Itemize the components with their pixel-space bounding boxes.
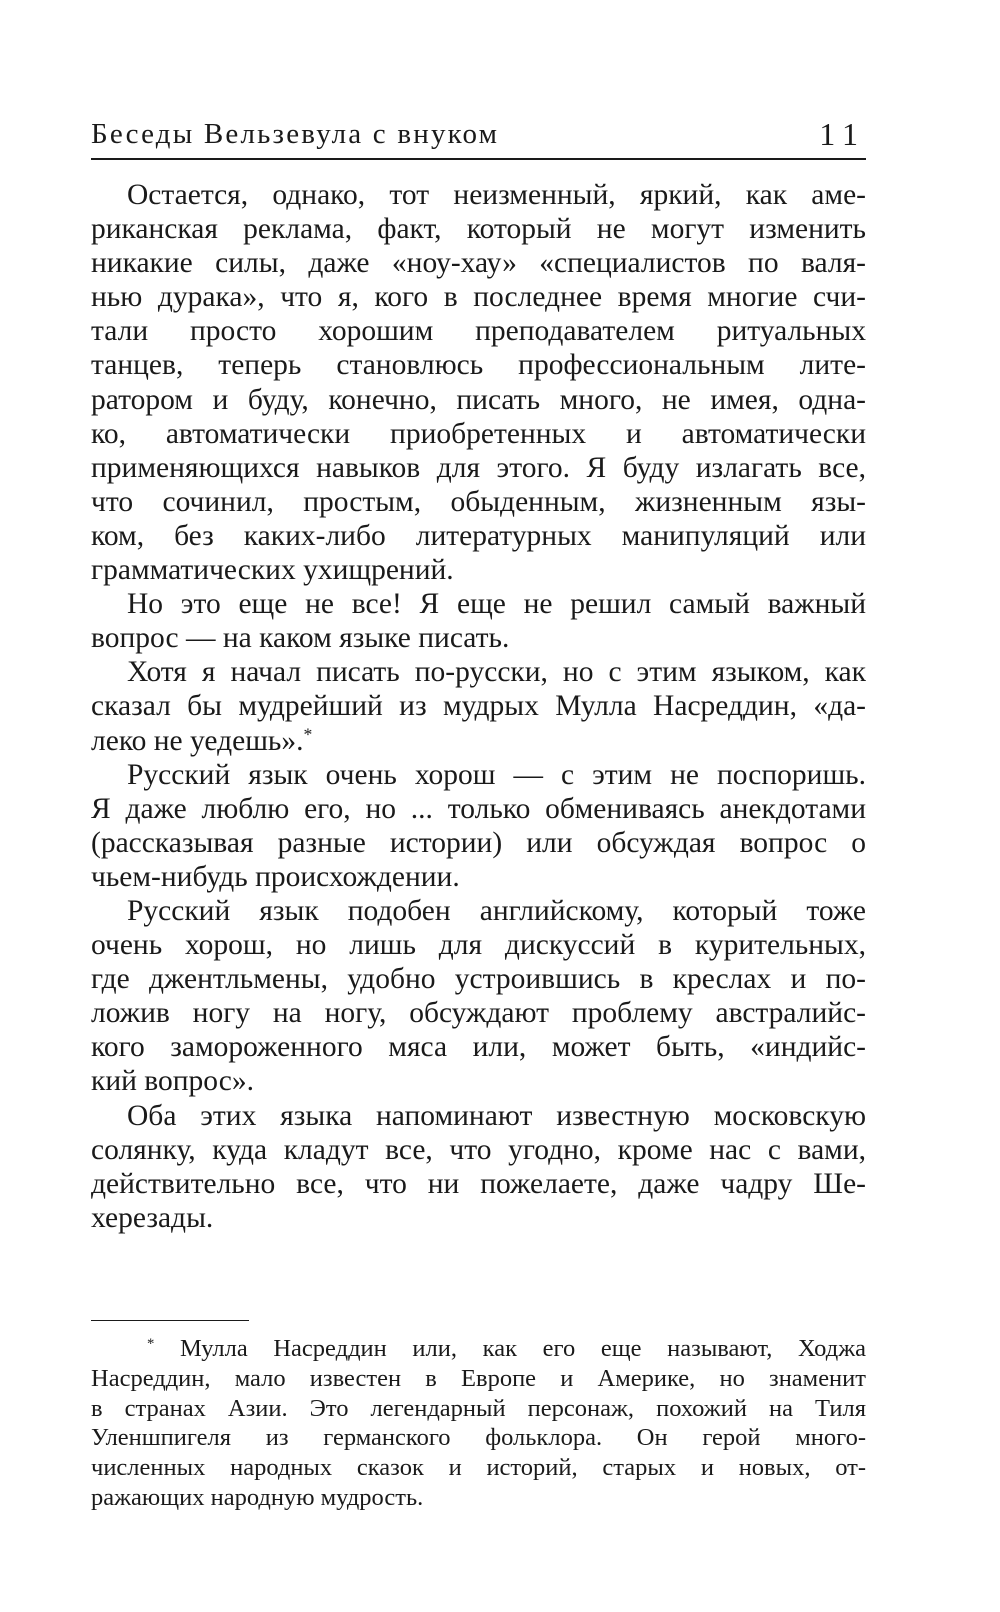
text-line: Оба этих языка напоминают известную московскую	[127, 1099, 866, 1132]
text-line: ко, автоматически приобретенных и автоматически	[91, 417, 866, 450]
footnote-line	[91, 1334, 866, 1364]
text-line: танцев, теперь становлюсь профессиональным лите-	[91, 349, 866, 382]
footnote-line: численных народных сказок и историй, старых и новых, от-	[91, 1454, 866, 1482]
text-line: Хотя я начал писать по-русски, но с этим языком, как	[127, 656, 866, 689]
text-line: солянку, куда кладут все, что угодно, кроме нас с вами,	[91, 1133, 866, 1166]
text-line: кого замороженного мяса или, может быть, «индийс-	[91, 1031, 866, 1064]
text-line: (рассказывая разные истории) или обсуждая вопрос о	[91, 826, 866, 859]
text-line: ком, без каких-либо литературных манипуляций или	[91, 519, 866, 552]
footnote	[91, 1334, 866, 1513]
text-line: чьем-нибудь происхождении.	[91, 860, 460, 893]
footnote-line-content: Мулла Насреддин или, как его еще называют, Ходжа	[180, 1335, 866, 1362]
body-text	[91, 178, 866, 1235]
text-line: что сочинил, простым, обыденным, жизненным язы-	[91, 485, 866, 518]
text-line: тали просто хорошим преподавателем ритуальных	[91, 315, 866, 348]
text-line: ложив ногу на ногу, обсуждают проблему австралийс-	[91, 997, 866, 1030]
text-line: нью дурака», что я, кого в последнее время многие счи-	[91, 281, 866, 314]
footnote-line: Уленшпигеля из германского фольклора. Он герой много-	[91, 1424, 866, 1452]
page-number: 11	[819, 116, 866, 152]
text-line: ратором и буду, конечно, писать много, не имея, одна-	[91, 383, 866, 416]
text-line-content: леко не уедешь».	[91, 724, 304, 757]
text-line: применяющихся навыков для этого. Я буду излагать все,	[91, 451, 866, 484]
text-line: Я даже люблю его, но ... только обмениваясь анекдотами	[91, 792, 866, 825]
text-line: риканская реклама, факт, который не могут изменить	[91, 213, 866, 246]
text-line: Русский язык очень хорош — с этим не поспоришь.	[127, 758, 866, 791]
footnote-reference[interactable]: *	[303, 723, 313, 744]
text-line: херезады.	[91, 1201, 214, 1234]
running-head	[91, 116, 866, 160]
text-line: кий вопрос».	[91, 1065, 254, 1098]
text-line: где джентльмены, удобно устроившись в креслах и по-	[91, 963, 866, 996]
text-line: очень хорош, но лишь для дискуссий в курительных,	[91, 929, 866, 962]
text-line: никакие силы, даже «ноу-хау» «специалистов по валя-	[91, 247, 866, 280]
text-line: вопрос — на каком языке писать.	[91, 622, 510, 655]
running-title: Беседы Вельзевула с внуком	[91, 118, 500, 150]
text-line: Остается, однако, тот неизменный, яркий, как аме-	[127, 179, 866, 211]
footnote-line: Насреддин, мало известен в Европе и Америке, но знаменит	[91, 1364, 866, 1392]
footnote-marker: *	[147, 1335, 155, 1352]
text-line	[91, 724, 866, 758]
text-line: Русский язык подобен английскому, который тоже	[127, 894, 866, 927]
text-line: грамматических ухищрений.	[91, 554, 454, 587]
footnote-divider	[91, 1320, 249, 1321]
footnote-line: ражающих народную мудрость.	[91, 1483, 424, 1511]
text-line: действительно все, что ни пожелаете, даже чадру Ше-	[91, 1167, 866, 1200]
footnote-line: в странах Азии. Это легендарный персонаж, похожий на Тиля	[91, 1394, 866, 1422]
text-line: сказал бы мудрейший из мудрых Мулла Насреддин, «да-	[91, 690, 866, 723]
text-line: Но это еще не все! Я еще не решил самый важный	[127, 588, 866, 621]
